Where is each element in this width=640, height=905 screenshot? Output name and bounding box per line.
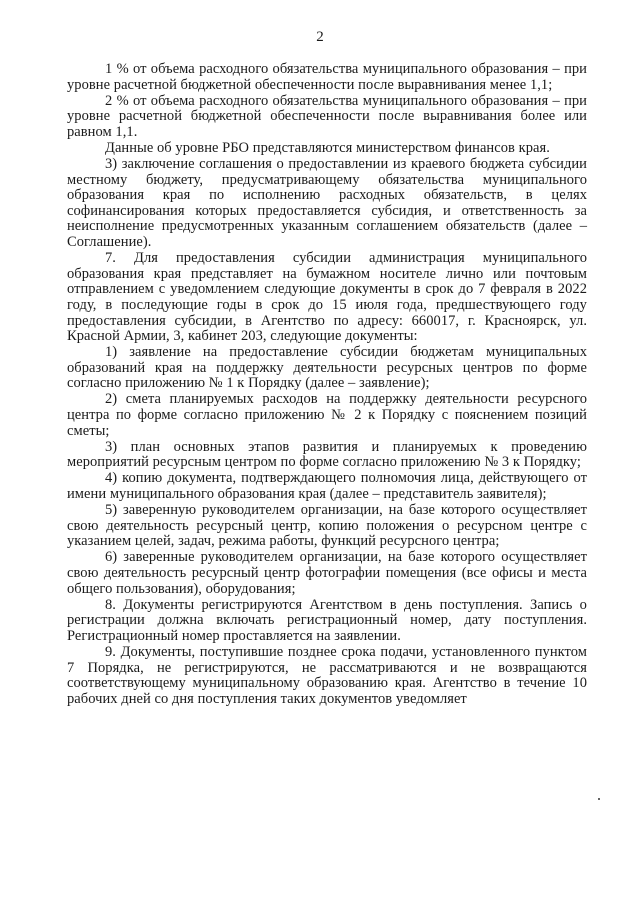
paragraph-section-7: 7. Для предоставления субсидии администрация муниципального образования края представляет на бумажном носителе лично или почтовым отправлением с уведомлением следующие документы в срок до 7 февраля в 2022 году, в последующие годы в срок до 15 июля года, предшествующего году предоставления субсидии, в Агентство по адресу: 660017, г. Красноярск, ул. Красной Армии, 3, кабинет 203, следующие документы: (67, 250, 587, 345)
paragraph-item-3-agreement: 3) заключение соглашения о предоставлении из краевого бюджета субсидии местному бюджету, предусматривающему обязательства муниципального образования края по исполнению расходных обязательств, в целях софинансирования которых предоставляется субсидия, и ответственность за неисполнение предусмотренных указанным соглашением обязательств (далее – Соглашение). (67, 156, 587, 251)
paragraph-section-8: 8. Документы регистрируются Агентством в день поступления. Запись о регистрации должна включать регистрационный номер, дату поступления. Регистрационный номер проставляется на заявлении. (67, 596, 587, 644)
document-body (67, 62, 587, 707)
list-item-1-application: 1) заявление на предоставление субсидии бюджетам муниципальных образований края на поддержку деятельности ресурсных центров по форме согласно приложению № 1 к Порядку (далее – заявление); (67, 344, 587, 392)
page-number: 2 (316, 29, 324, 45)
list-item-5-regulation-copy: 5) заверенную руководителем организации, на базе которого осуществляет свою деятельность ресурсный центр, копию положения о ресурсном центре с указанием целей, задач, режима работы, функций ресурсного центра; (67, 502, 587, 550)
list-item-6-photos: 6) заверенные руководителем организации, на базе которого осуществляет свою деятельность ресурсный центр фотографии помещения (все офисы и места общего пользования), оборудования; (67, 549, 587, 597)
paragraph-threshold-1-percent: 1 % от объема расходного обязательства муниципального образования – при уровне расчетной бюджетной обеспеченности после выравнивания менее 1,1; (67, 61, 587, 93)
list-item-4-authority-document: 4) копию документа, подтверждающего полномочия лица, действующего от имени муниципального образования края (далее – представитель заявителя); (67, 470, 587, 503)
paragraph-rbo-data: Данные об уровне РБО представляются министерством финансов края. (105, 139, 550, 156)
paragraph-section-9: 9. Документы, поступившие позднее срока подачи, установленного пунктом 7 Порядка, не регистрируются, не рассматриваются и не возвращаются соответствующему муниципальному образованию края. Агентство в течение 10 рабочих дней со дня поступления таких документов уведомляет (67, 643, 587, 707)
list-item-2-estimate: 2) смета планируемых расходов на поддержку деятельности ресурсного центра по форме согласно приложению № 2 к Порядку с пояснением позиций сметы; (67, 391, 587, 439)
scan-speck (598, 798, 600, 800)
paragraph-threshold-2-percent: 2 % от объема расходного обязательства муниципального образования – при уровне расчетной бюджетной обеспеченности после выравнивания более или равном 1,1. (67, 92, 587, 140)
list-item-3-plan: 3) план основных этапов развития и планируемых к проведению мероприятий ресурсным центром по форме согласно приложению № 3 к Порядку; (67, 438, 587, 471)
